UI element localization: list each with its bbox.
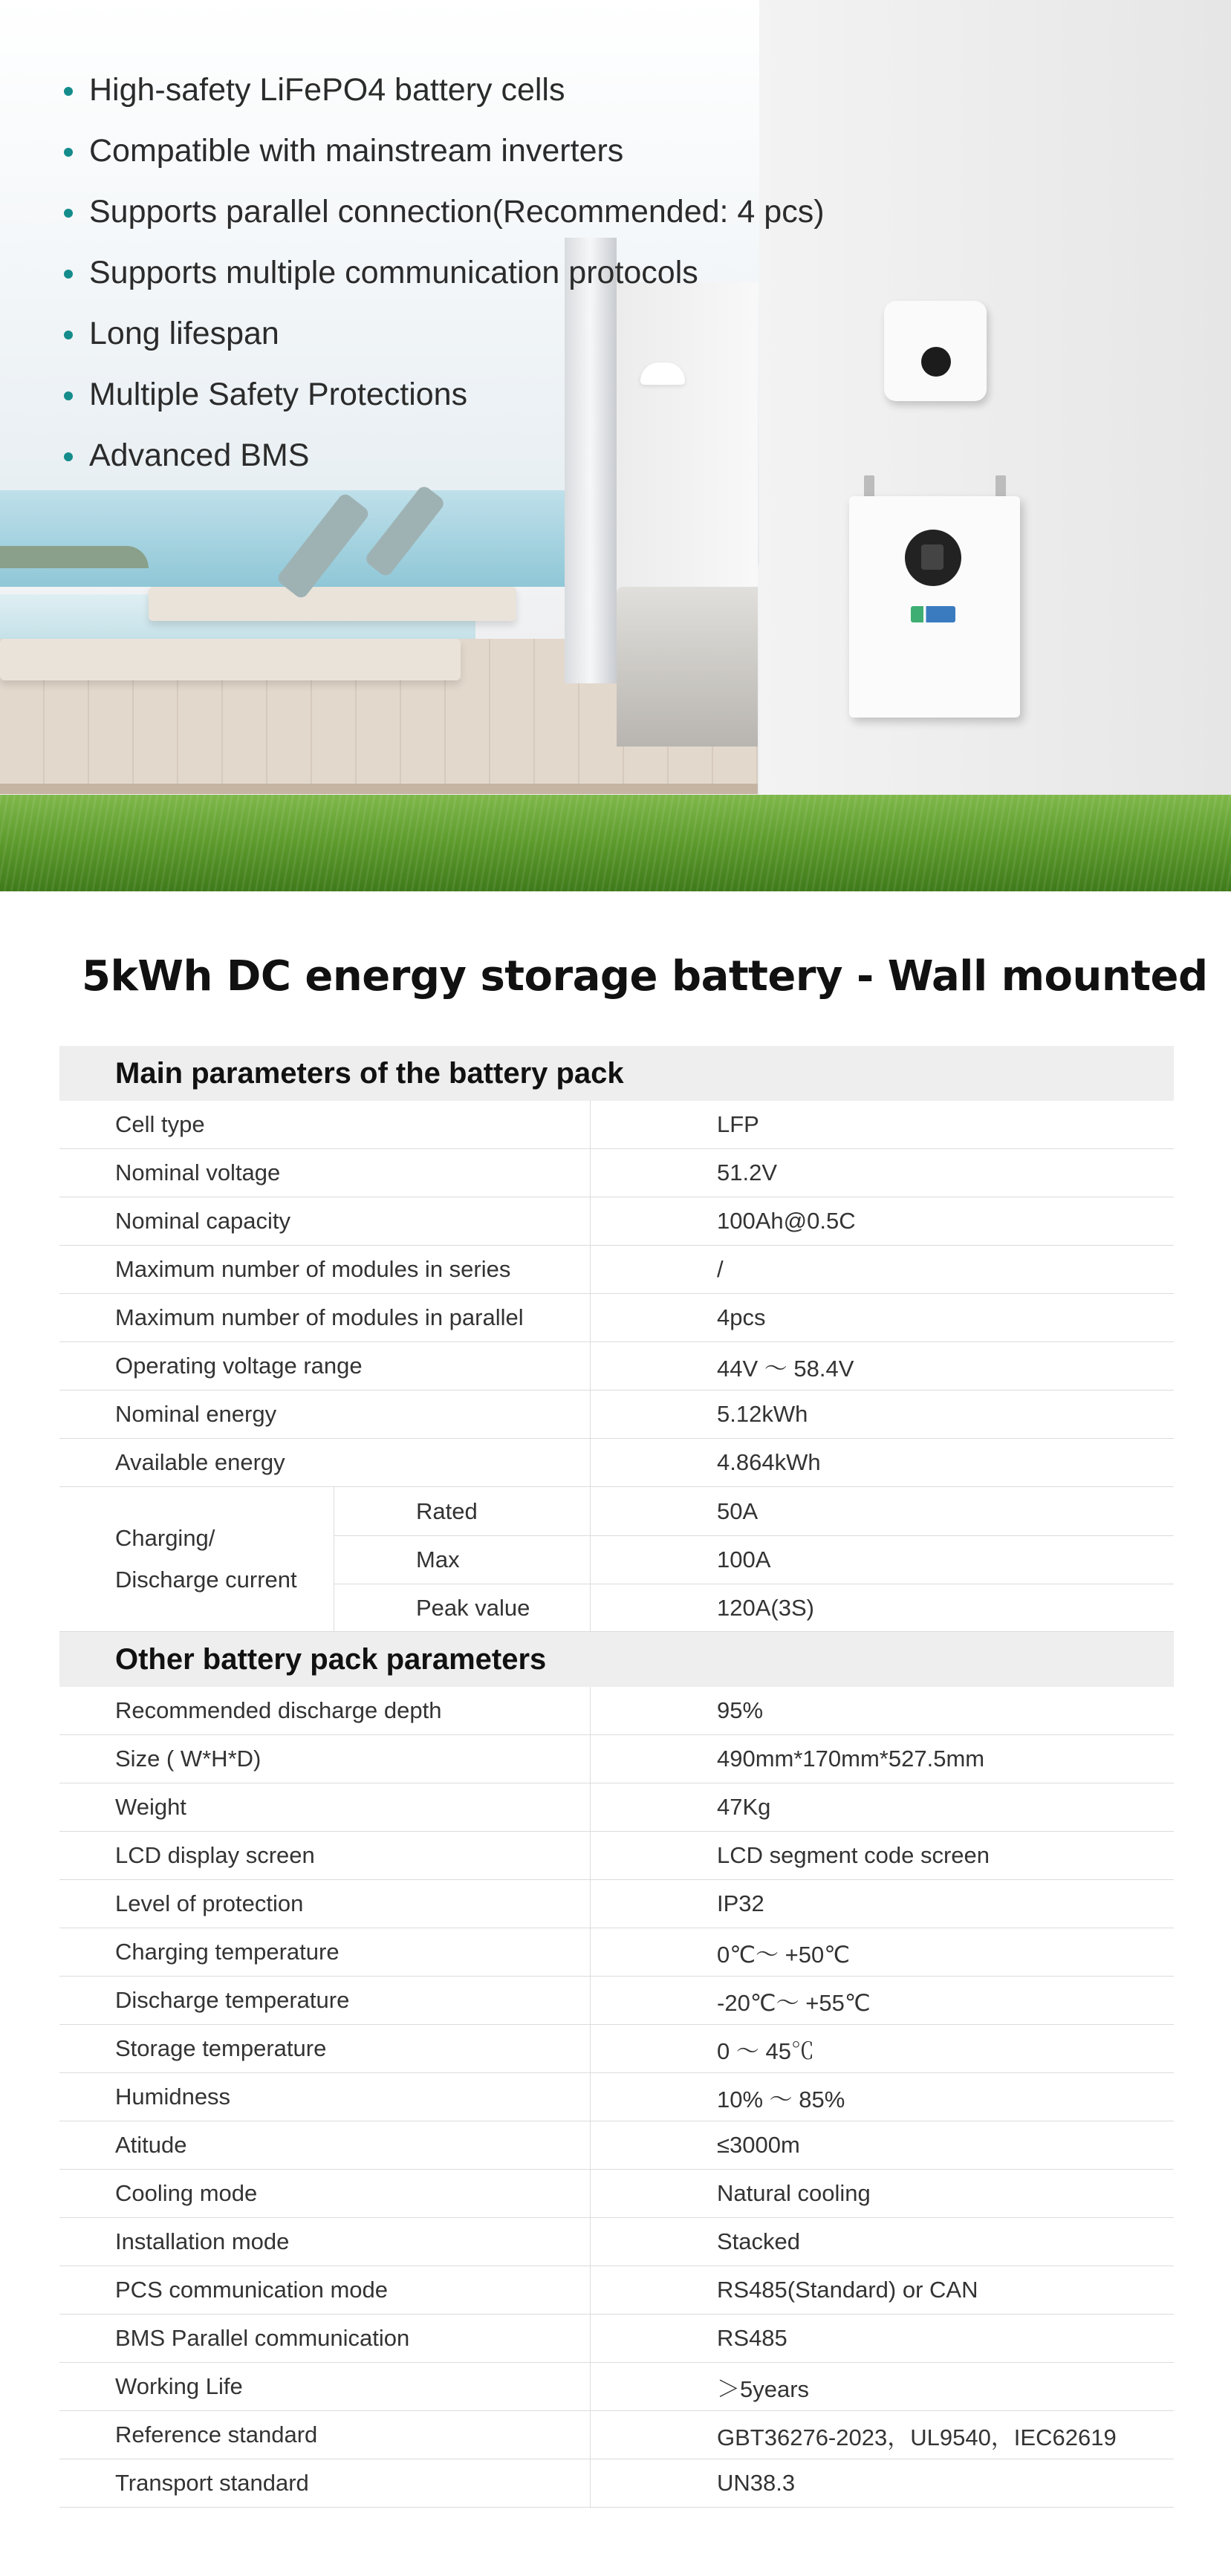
row-label: Transport standard [59, 2459, 591, 2507]
row-value: 95% [717, 1697, 764, 1723]
table-row [59, 1439, 1174, 1487]
sub-row [334, 1535, 1174, 1584]
section-heading-other: Other battery pack parameters [59, 1632, 1174, 1687]
section-heading-main: Main parameters of the battery pack [59, 1046, 1174, 1101]
row-label: BMS Parallel communication [59, 2315, 591, 2362]
inverter-image [884, 301, 987, 401]
sub-row [334, 1487, 1174, 1535]
row-label: Cell type [59, 1101, 591, 1148]
table-row [59, 1342, 1174, 1391]
sub-row-label: Peak value [334, 1584, 591, 1632]
row-label: Working Life [59, 2363, 591, 2410]
row-value: 0 ～ 45℃ [717, 2037, 814, 2064]
page-title: 5kWh DC energy storage battery - Wall mounted [82, 952, 1208, 1001]
sub-row-label: Max [334, 1536, 591, 1584]
table-row [59, 1687, 1174, 1735]
row-value: RS485(Standard) or CAN [717, 2277, 978, 2303]
row-label: Atitude [59, 2121, 591, 2169]
row-value: IP32 [717, 1890, 764, 1916]
current-group-label [59, 1487, 334, 1631]
row-value: 0℃～ +50℃ [717, 1941, 851, 1968]
row-value: 47Kg [717, 1794, 771, 1820]
row-label: Maximum number of modules in series [59, 1246, 591, 1293]
sun-lounger-back [149, 587, 516, 621]
brand-logo-icon [911, 606, 955, 622]
row-value: UN38.3 [717, 2470, 796, 2496]
table-row [59, 1391, 1174, 1439]
feature-item: Advanced BMS [61, 434, 825, 495]
table-row [59, 2073, 1174, 2121]
feature-item: Compatible with mainstream inverters [61, 129, 825, 190]
deck-edge [0, 784, 758, 794]
table-row [59, 2363, 1174, 2411]
row-label: Available energy [59, 1439, 591, 1486]
inverter-display [921, 347, 951, 377]
row-label: Nominal energy [59, 1391, 591, 1438]
sun-lounger-front [0, 639, 461, 680]
table-row [59, 2025, 1174, 2073]
group-label-line: Discharge current [115, 1567, 297, 1593]
feature-item: Supports parallel connection(Recommended: 4 pcs) [61, 190, 825, 251]
sub-row [334, 1584, 1174, 1632]
row-value: 10% ～ 85% [717, 2086, 845, 2112]
table-row [59, 1101, 1174, 1149]
table-row [59, 1735, 1174, 1783]
row-label: Reference standard [59, 2411, 591, 2459]
sofa-image [617, 587, 758, 747]
row-value: GBT36276-2023，UL9540，IEC62619 [717, 2424, 1117, 2450]
table-row [59, 1149, 1174, 1197]
current-group-row [59, 1487, 1174, 1632]
feature-item: Supports multiple communication protocols [61, 251, 825, 312]
row-label: Size ( W*H*D) [59, 1735, 591, 1783]
sub-row-value: 100A [717, 1546, 771, 1572]
row-value: ≤3000m [717, 2132, 800, 2158]
table-row [59, 1880, 1174, 1928]
feature-item: High-safety LiFePO4 battery cells [61, 68, 825, 129]
battery-image [849, 496, 1020, 718]
table-row [59, 1294, 1174, 1342]
row-value: 5.12kWh [717, 1401, 808, 1427]
table-row [59, 2218, 1174, 2266]
table-row [59, 1832, 1174, 1880]
row-value: RS485 [717, 2325, 787, 2351]
row-value: LFP [717, 1111, 759, 1137]
row-value: 51.2V [717, 1159, 778, 1185]
row-label: Operating voltage range [59, 1342, 591, 1390]
row-value: -20℃～ +55℃ [717, 1989, 871, 2016]
row-label: Maximum number of modules in parallel [59, 1294, 591, 1341]
row-value: 100Ah@0.5C [717, 1208, 856, 1234]
table-row [59, 1977, 1174, 2025]
row-label: Weight [59, 1783, 591, 1831]
row-label: Discharge temperature [59, 1977, 591, 2024]
sub-row-value: 120A(3S) [717, 1595, 814, 1621]
group-label-line: Charging/ [115, 1525, 215, 1551]
table-row [59, 1928, 1174, 1977]
table-row [59, 1783, 1174, 1832]
row-value: ＞5years [717, 2375, 810, 2402]
row-label: Nominal voltage [59, 1149, 591, 1197]
table-row [59, 2459, 1174, 2508]
table-row [59, 2170, 1174, 2218]
table-row [59, 1197, 1174, 1246]
row-value: 4pcs [717, 1304, 766, 1330]
table-row [59, 2121, 1174, 2170]
table-row [59, 2411, 1174, 2459]
row-value: Stacked [717, 2228, 801, 2254]
row-value: 4.864kWh [717, 1449, 821, 1475]
battery-display-icon [905, 530, 961, 586]
row-value: Natural cooling [717, 2180, 871, 2206]
feature-list [61, 68, 825, 495]
row-value: / [717, 1256, 724, 1282]
row-label: Recommended discharge depth [59, 1687, 591, 1734]
table-row [59, 2315, 1174, 2363]
sub-row-label: Rated [334, 1487, 591, 1535]
grass-image [0, 795, 1231, 891]
feature-item: Long lifespan [61, 312, 825, 373]
row-value: 44V ～ 58.4V [717, 1355, 854, 1382]
row-label: LCD display screen [59, 1832, 591, 1879]
row-label: Charging temperature [59, 1928, 591, 1976]
table-row [59, 1246, 1174, 1294]
row-label: Level of protection [59, 1880, 591, 1928]
current-subrows [334, 1487, 1174, 1631]
row-value: 490mm*170mm*527.5mm [717, 1746, 985, 1772]
spec-table [59, 1046, 1174, 2508]
headland-image [0, 546, 149, 568]
row-label: Nominal capacity [59, 1197, 591, 1245]
sub-row-value: 50A [717, 1497, 759, 1524]
row-label: Installation mode [59, 2218, 591, 2266]
row-label: PCS communication mode [59, 2266, 591, 2314]
feature-item: Multiple Safety Protections [61, 373, 825, 434]
row-label: Cooling mode [59, 2170, 591, 2217]
table-row [59, 2266, 1174, 2315]
row-label: Storage temperature [59, 2025, 591, 2072]
hero-banner [0, 0, 1231, 891]
row-value: LCD segment code screen [717, 1842, 990, 1868]
row-label: Humidness [59, 2073, 591, 2121]
